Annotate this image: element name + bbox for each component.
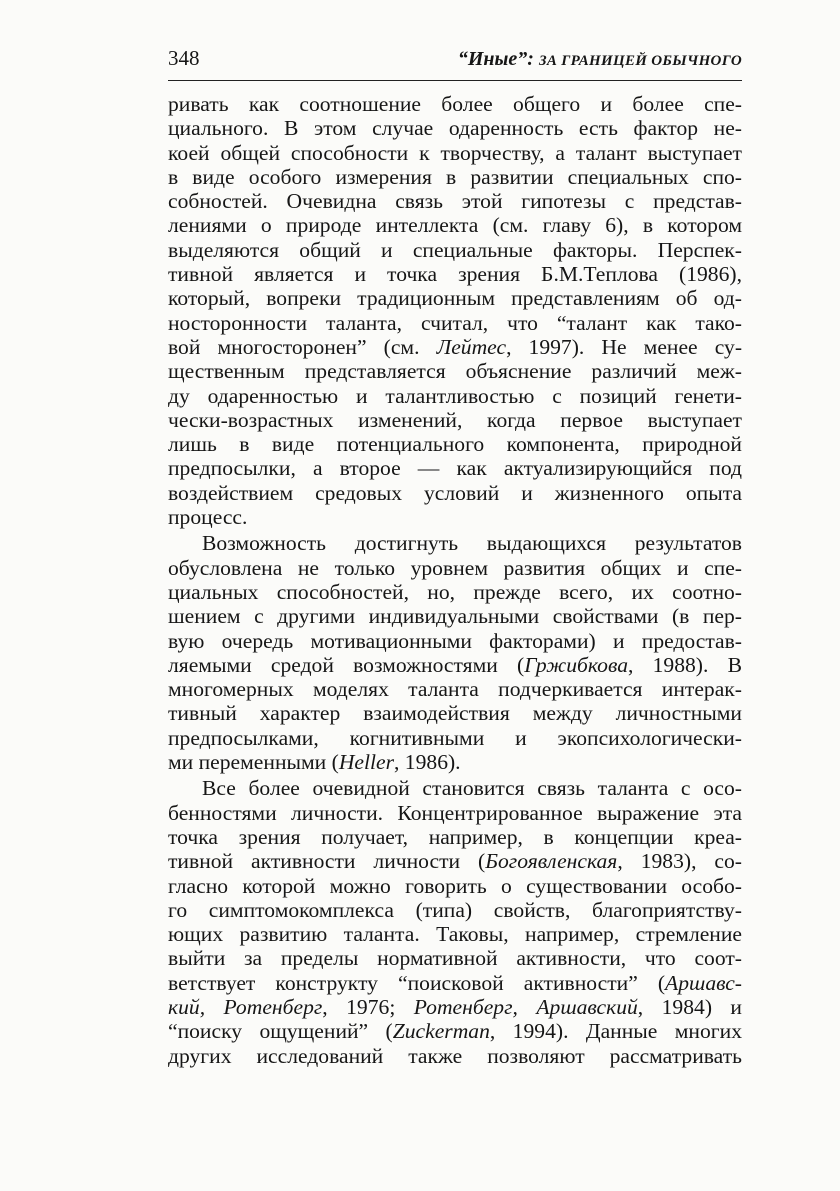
text-line: предпосылками, когнитивными и экопсихологически- <box>168 725 742 750</box>
text-line <box>168 1019 742 1043</box>
paragraph-1 <box>168 92 742 529</box>
citation-author: Ротенберг, Аршавский <box>413 994 638 1019</box>
text-segment: ми переменными ( <box>168 750 339 775</box>
body-text <box>168 92 742 1068</box>
citation-author: кий, Ротенберг <box>168 994 323 1019</box>
text-segment: , 1994). Данные многих <box>489 1019 742 1044</box>
text-line: обусловлена не только уровнем развития общих и спе- <box>168 555 742 580</box>
paragraph-2 <box>168 531 742 774</box>
page-number: 348 <box>168 46 200 70</box>
text-segment: , 1988). В <box>628 652 743 677</box>
text-segment: ляемыми средой возможностями ( <box>168 652 525 677</box>
text-line: циального. В этом случае одаренность есть фактор не- <box>168 116 742 141</box>
text-line: циальных способностей, но, прежде всего, их соотно- <box>168 579 742 604</box>
text-line <box>168 335 742 359</box>
text-line: Возможность достигнуть выдающихся результатов <box>202 531 742 556</box>
header-rule <box>168 80 742 81</box>
text-line <box>168 995 742 1019</box>
text-line: выйти за пределы нормативной активности, что соот- <box>168 946 742 971</box>
citation-author: Аршавс- <box>665 970 742 995</box>
text-line: вую очередь мотивационными факторами) и предостав- <box>168 628 742 653</box>
text-line: тивной является и точка зрения Б.М.Теплова (1986), <box>168 262 742 287</box>
text-line: тивный характер взаимодействия между личностными <box>168 701 742 726</box>
text-segment: , 1983), со- <box>617 849 742 874</box>
text-line: ющих развитию таланта. Таковы, например, стремление <box>168 922 742 947</box>
text-segment: ветствует конструкту “поисковой активности” ( <box>168 970 666 995</box>
citation-author: Лейтес <box>436 334 507 359</box>
text-line: многомерных моделях таланта подчеркивается интерак- <box>168 677 742 702</box>
text-segment: тивной активности личности ( <box>168 849 486 874</box>
citation-author: Heller <box>338 750 394 775</box>
text-segment: вой многосторонен” (см. <box>168 334 437 359</box>
text-line: процесс. <box>168 505 248 530</box>
citation-author: Богоявленская <box>485 849 618 874</box>
text-line: щественным представляется объяснение различий меж- <box>168 359 742 384</box>
text-line: который, вопреки традиционным представлениям об од- <box>168 286 742 311</box>
text-line: шением с другими индивидуальными свойствами (в пер- <box>168 604 742 629</box>
text-line: в виде особого измерения в развитии специальных спо- <box>168 164 742 189</box>
text-segment: , 1976; <box>322 994 414 1019</box>
citation-author: Гржибкова <box>524 652 629 677</box>
text-line: предпосылки, а второе — как актуализирующийся под <box>168 456 742 481</box>
paragraph-3 <box>168 776 742 1068</box>
text-segment: , 1997). Не менее су- <box>506 334 743 359</box>
text-line: воздействием средовых условий и жизненного опыта <box>168 480 742 505</box>
text-line: гласно которой можно говорить о существовании особо- <box>168 873 742 898</box>
text-line: чески-возрастных изменений, когда первое выступает <box>168 407 742 432</box>
text-line: лениями о природе интеллекта (см. главу 6), в котором <box>168 213 742 238</box>
running-title-open: “Иные”: <box>457 48 539 70</box>
running-title <box>458 48 742 71</box>
text-line: носторонности таланта, считал, что “талант как тако- <box>168 310 742 335</box>
text-segment: , 1986). <box>394 750 461 775</box>
text-line: ду одаренностью и талантливостью с позиций генети- <box>168 383 742 408</box>
text-line: выделяются общий и специальные факторы. Перспек- <box>168 237 742 262</box>
text-line: коей общей способности к творчеству, а талант выступает <box>168 140 742 165</box>
text-line: бенностями личности. Концентрированное выражение эта <box>168 800 742 825</box>
text-line: лишь в виде потенциального компонента, природной <box>168 432 742 457</box>
text-line <box>168 849 742 873</box>
running-head <box>168 46 742 78</box>
text-segment: “поиску ощущений” ( <box>168 1019 393 1044</box>
text-line <box>168 750 742 774</box>
running-title-rest: ЗА ГРАНИЦЕЙ ОБЫЧНОГО <box>538 53 742 69</box>
text-line <box>168 971 742 995</box>
text-line <box>168 653 742 677</box>
citation-author: Zuckerman <box>392 1019 490 1044</box>
text-line: других исследований также позволяют рассматривать <box>168 1043 742 1068</box>
text-line: го симптомокомплекса (типа) свойств, благоприятству- <box>168 897 742 922</box>
text-line: точка зрения получает, например, в концепции креа- <box>168 824 742 849</box>
text-segment: , 1984) и <box>637 994 742 1019</box>
text-line: собностей. Очевидна связь этой гипотезы с представ- <box>168 189 742 214</box>
text-line: ривать как соотношение более общего и более спе- <box>168 92 742 116</box>
text-line: Все более очевидной становится связь таланта с осо- <box>202 776 742 801</box>
